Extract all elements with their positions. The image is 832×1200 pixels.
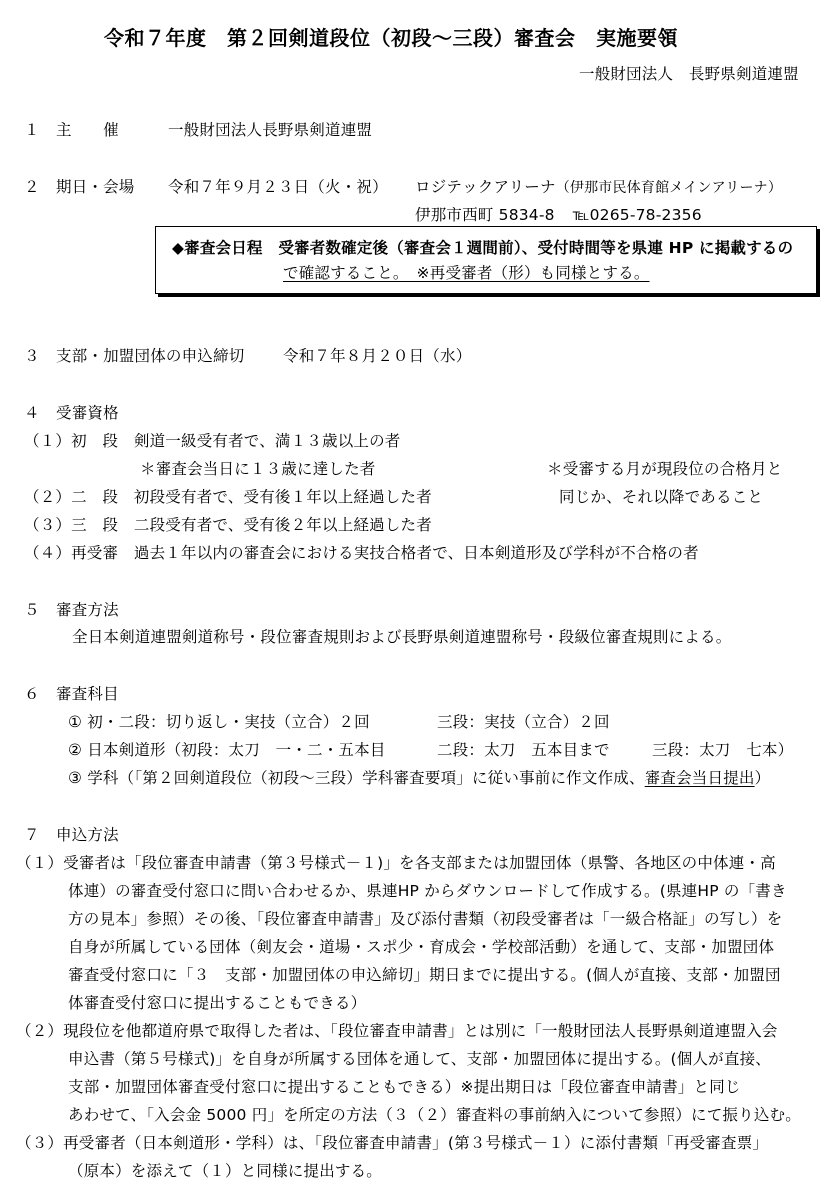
application-line: あわせて、「入会金 5000 円」を所定の方法（３（２）審査料の事前納入について参照）にて振り込む。 [68, 1106, 801, 1124]
sec4-num: ４ [24, 404, 40, 422]
sec1-text: 一般財団法人長野県剣道連盟 [168, 121, 373, 139]
exam-subject-2a: ② 日本剣道形（初段：太刀 一・二・五本目 [68, 741, 386, 759]
issuer: 一般財団法人 長野県剣道連盟 [579, 65, 799, 83]
application-line: 審査受付窓口に「３ 支部・加盟団体の申込締切」期日までに提出する。(個人が直接、支部・加盟団 [68, 966, 781, 984]
qualification-item-3: （３）三 段 二段受有者で、受有後２年以上経過した者 [24, 516, 432, 534]
application-line: 体審査受付窓口に提出することもできる） [68, 994, 367, 1012]
sec5-heading: 審査方法 [56, 601, 119, 619]
exam-subject-3c: ） [754, 769, 771, 787]
sec6-num: ６ [24, 685, 40, 703]
qualification-item-2: （２）二 段 初段受有者で、受有後１年以上経過した者 [24, 488, 432, 506]
sec7-heading: 申込方法 [56, 826, 119, 844]
exam-subject-2c: 三段：太刀 七本） [652, 741, 794, 759]
application-line: 体連）の審査受付窓口に問い合わせるか、県連HP からダウンロードして作成する。(県連HP の「書き [68, 882, 787, 900]
side-note-1: ＊受審する月が現段位の合格月と [547, 460, 783, 478]
exam-subject-3 [68, 768, 770, 788]
event-date: 令和７年９月２３日（火・祝） [168, 178, 388, 196]
qualification-item-4: （４）再受審 過去１年以内の審査会における実技合格者で、日本剣道形及び学科が不合格の者 [24, 544, 699, 562]
sec1-heading: 主 催 [56, 121, 119, 139]
sec1-num: １ [24, 121, 40, 139]
application-line: 支部・加盟団体審査受付窓口に提出することもできる）※提出期日は「段位審査申請書」と同じ [68, 1078, 741, 1096]
notice-box [155, 226, 817, 294]
notice-line2: で確認すること。 ※再受審者（形）も同様とする。 [283, 264, 650, 282]
sec5-text: 全日本剣道連盟剣道称号・段位審査規則および長野県剣道連盟称号・段級位審査規則による。 [72, 628, 732, 646]
page-title: 令和７年度 第２回剣道段位（初段～三段）審査会 実施要領 [104, 26, 678, 50]
application-line: 申込書（第５号様式)」を自身が所属する団体を通して、支部・加盟団体に提出する。(個人が直接、 [68, 1050, 771, 1068]
sec2-heading: 期日・会場 [56, 178, 135, 196]
sec7-num: ７ [24, 826, 40, 844]
sec2-num: ２ [24, 178, 40, 196]
application-line: （１）受審者は「段位審査申請書（第３号様式－１)」を各支部または加盟団体（県警、各地区の中体連・高 [16, 854, 776, 872]
sec5-num: ５ [24, 601, 40, 619]
application-line: （３）再受審者（日本剣道形・学科）は、「段位審査申請書」(第３号様式－１）に添付書類「再受審査票」 [16, 1134, 769, 1152]
sec3-heading: 支部・加盟団体の申込締切 [56, 347, 245, 365]
application-line: 方の見本」参照）その後、「段位審査申請書」及び添付書類（初段受審者は「一級合格証」の写し）を [68, 910, 783, 928]
exam-subject-3b: 審査会当日提出 [644, 769, 755, 787]
tel: ℡0265-78-2356 [572, 206, 702, 224]
notice-line1: ◆審査会日程 受審者数確定後（審査会１週間前）、受付時間等を県連 HP に掲載するの [172, 239, 794, 257]
application-line: （原本）を添えて（１）と同様に提出する。 [68, 1162, 383, 1180]
venue-alias: （伊那市民体育館メインアリーナ） [555, 180, 783, 196]
exam-subject-2b: 二段：太刀 五本目まで [437, 741, 610, 759]
exam-subject-1b: 三段：実技（立合）２回 [437, 713, 610, 731]
sec4-heading: 受審資格 [56, 404, 119, 422]
sec3-num: ３ [24, 347, 40, 365]
sec3-date: 令和７年８月２０日（水） [283, 347, 472, 365]
venue: ロジテックアリーナ [415, 178, 556, 196]
venue-address [415, 205, 702, 225]
venue-name [415, 177, 782, 198]
sec6-heading: 審査科目 [56, 685, 119, 703]
application-line: （２）現段位を他都道府県で取得した者は、「段位審査申請書」とは別に「一般財団法人長野県剣道連盟入会 [16, 1022, 778, 1040]
application-line: 自身が所属している団体（剣友会・道場・スポ少・育成会・学校部活動）を通して、支部・加盟団体 [68, 938, 775, 956]
qualification-note: ＊審査会当日に１３歳に達した者 [140, 460, 376, 478]
exam-subject-3a: ③ 学科（「第２回剣道段位（初段～三段）学科審査要項」に従い事前に作文作成、 [68, 769, 645, 787]
side-note-2: 同じか、それ以降であること [559, 488, 764, 506]
exam-subject-1a: ① 初・二段：切り返し・実技（立合）２回 [68, 713, 370, 731]
address: 伊那市西町 5834-8 [415, 206, 555, 224]
qualification-item-1: （１）初 段 剣道一級受有者で、満１３歳以上の者 [24, 432, 401, 450]
